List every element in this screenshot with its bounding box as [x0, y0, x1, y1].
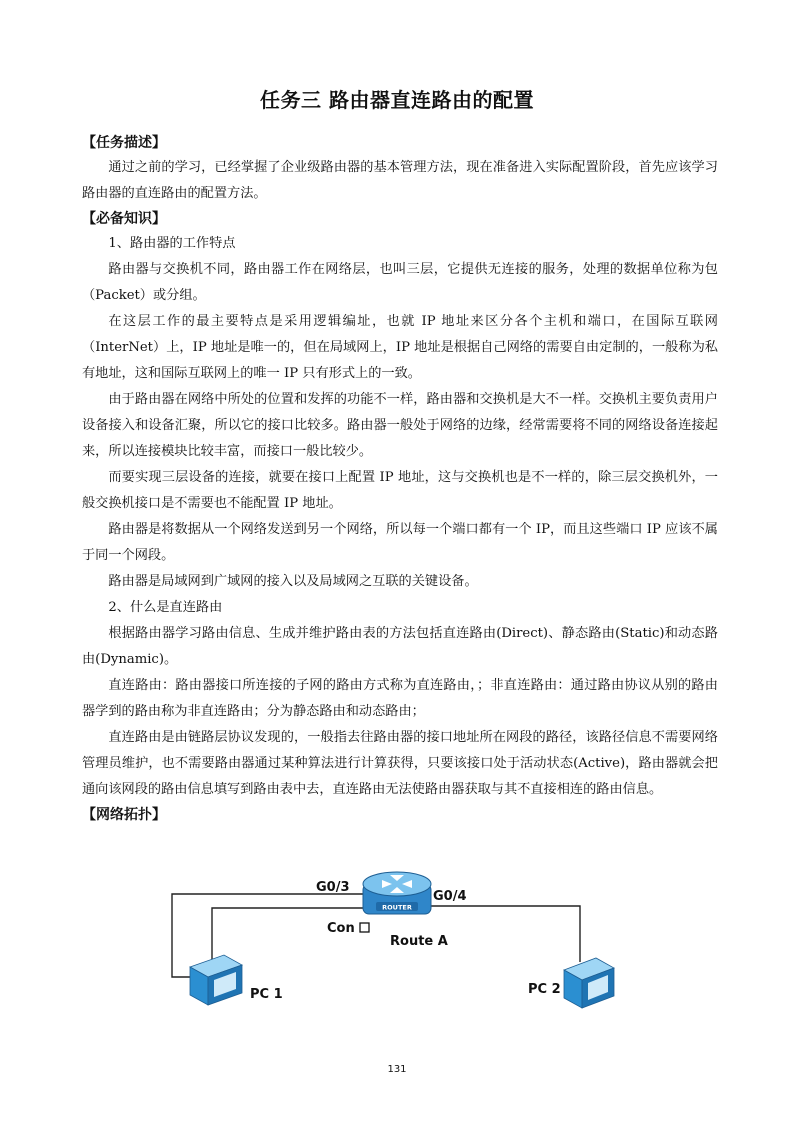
console-port-icon — [360, 923, 369, 932]
port-label-g03: G0/3 — [316, 880, 350, 895]
knowledge-heading: 【必备知识】 — [82, 211, 166, 227]
pc1-icon — [190, 955, 242, 1005]
paragraph-3: 由于路由器在网络中所处的位置和发挥的功能不一样，路由器和交换机是大不一样。交换机主要负责用户设备接入和设备汇聚，所以它的接口比较多。路由器一般处于网络的边缘，经常需要将不同的网络设备连接起来，所以连接模块比较丰富，而接口一般比较少。 — [82, 392, 718, 459]
paragraph-7: 根据路由器学习路由信息、生成并维护路由表的方法包括直连路由(Direct)、静态路由(Static)和动态路由(Dynamic)。 — [82, 626, 718, 667]
paragraph-9: 直连路由是由链路层协议发现的，一般指去往路由器的接口地址所在网段的路径，该路径信息不需要网络管理员维护，也不需要路由器通过某种算法进行计算获得，只要该接口处于活动状态(Active)，路由器就会把通向该网段的路由信息填写到路由表中去，直连路由无法使路由器获取与其不直接相连的路由信息。 — [82, 730, 718, 797]
router-icon — [363, 872, 431, 914]
paragraph-2: 在这层工作的最主要特点是采用逻辑编址，也就 IP 地址来区分各个主机和端口，在国际互联网（InterNet）上，IP 地址是唯一的，但在局域网上，IP 地址是根据自己网络的需要自由定制的，一般称为私有地址，这和国际互联网上的唯一 IP 只有形式上的一致。 — [82, 314, 718, 381]
paragraph-6: 路由器是局域网到广域网的接入以及局域网之互联的关键设备。 — [108, 574, 478, 589]
pc1-label: PC 1 — [250, 987, 283, 1002]
task-description-heading: 【任务描述】 — [82, 135, 166, 151]
page-title: 任务三 路由器直连路由的配置 — [260, 88, 534, 112]
port-label-g04: G0/4 — [433, 889, 467, 904]
paragraph-4: 而要实现三层设备的连接，就要在接口上配置 IP 地址，这与交换机也是不一样的，除三层交换机外，一般交换机接口是不需要也不能配置 IP 地址。 — [82, 470, 718, 511]
paragraph-8: 直连路由：路由器接口所连接的子网的路由方式称为直连路由，；非直连路由：通过路由协议从别的路由器学到的路由称为非直连路由；分为静态路由和动态路由； — [82, 678, 718, 719]
task-description-paragraph: 通过之前的学习，已经掌握了企业级路由器的基本管理方法，现在准备进入实际配置阶段，首先应该学习路由器的直连路由的配置方法。 — [82, 160, 718, 201]
pc2-label: PC 2 — [528, 982, 561, 997]
router-badge-label: ROUTER — [382, 903, 412, 912]
subheading-router-features: 1、路由器的工作特点 — [108, 236, 236, 251]
router-name-label: Route A — [390, 934, 448, 949]
page-number: 131 — [387, 1064, 407, 1075]
paragraph-1: 路由器与交换机不同，路由器工作在网络层，也叫三层，它提供无连接的服务，处理的数据单位称为包（Packet）或分组。 — [82, 262, 718, 303]
network-topology-diagram — [160, 862, 640, 1027]
console-port-label: Con — [327, 921, 355, 936]
document-body — [82, 131, 718, 827]
paragraph-5: 路由器是将数据从一个网络发送到另一个网络，所以每一个端口都有一个 IP，而且这些端口 IP 应该不属于同一个网段。 — [82, 522, 718, 563]
pc2-icon — [564, 958, 614, 1008]
link-g04-pc2 — [428, 906, 580, 962]
topology-heading: 【网络拓扑】 — [82, 807, 166, 823]
subheading-direct-route: 2、什么是直连路由 — [108, 600, 223, 615]
